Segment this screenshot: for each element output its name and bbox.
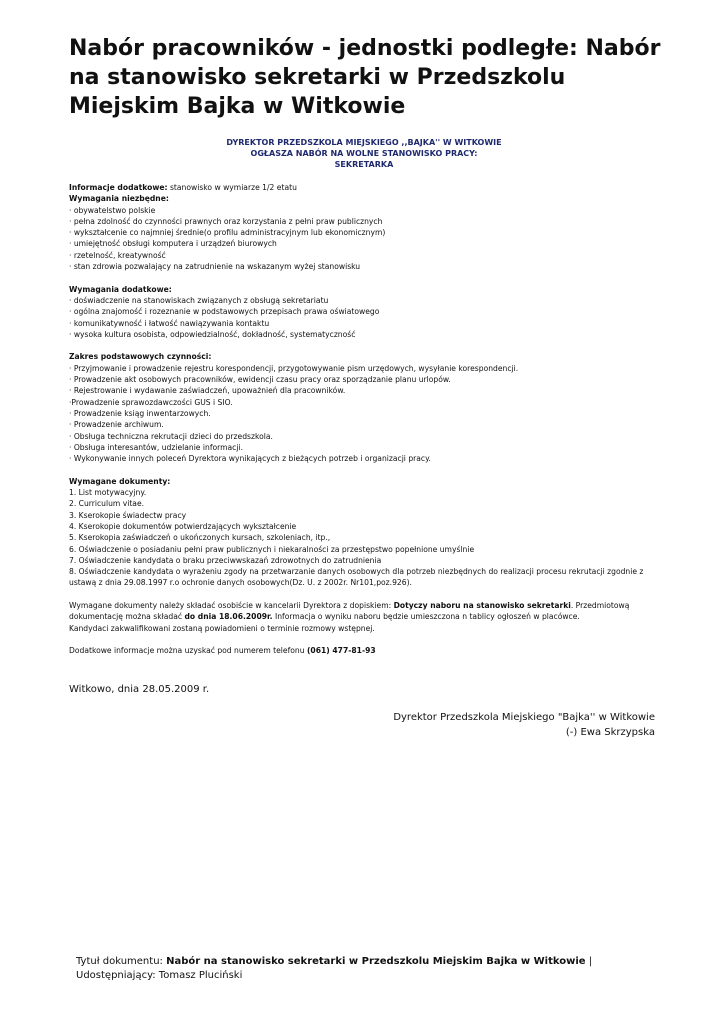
contact-phone: (061) 477-81-93 xyxy=(306,646,376,656)
submission-deadline: do dnia 18.06.2009r. xyxy=(184,612,273,622)
footer-title-line xyxy=(76,955,656,969)
submission-paragraph xyxy=(69,600,659,623)
announcement-header-line: SEKRETARKA xyxy=(334,160,394,169)
submission-note: Kandydaci zakwalifikowani zostaną powiadomieni o terminie rozmowy wstępnej. xyxy=(69,623,375,633)
submission-reference: Dotyczy naboru na stanowisko sekretarki xyxy=(393,600,571,610)
list-item: · obywatelstwo polskie xyxy=(69,205,156,215)
list-item: 3. Kserokopie świadectw pracy xyxy=(69,510,187,520)
list-item: 1. List motywacyjny. xyxy=(69,488,147,498)
section-heading: Wymagania niezbędne: xyxy=(69,194,169,204)
list-item: 7. Oświadczenie kandydata o braku przeciwwskazań zdrowotnych do zatrudnienia xyxy=(69,555,382,565)
list-item: 8. Oświadczenie kandydata o wyrażeniu zgody na przetwarzanie danych osobowych dla potrzeb niezbędnych do realizacji procesu rekrutacji zgodnie z ustawą z dnia 29.08.1997 r.o ochronie danych osobowych(Dz. U. z 2002r. Nr101,poz.926). xyxy=(69,567,644,588)
list-item: · wysoka kultura osobista, odpowiedzialność, dokładność, systematyczność xyxy=(69,329,356,339)
submission-text: Wymagane dokumenty należy składać osobiście w kancelarii Dyrektora z dopiskiem: xyxy=(69,600,394,610)
list-item: · Obsługa interesantów, udzielanie informacji. xyxy=(69,442,243,452)
submission-info xyxy=(69,600,659,634)
additional-requirements-section xyxy=(69,284,659,340)
announcement-header-line: OGŁASZA NABÓR NA WOLNE STANOWISKO PRACY: xyxy=(250,149,478,158)
list-item: · Wykonywanie innych poleceń Dyrektora wynikających z bieżących potrzeb i organizacji pracy. xyxy=(69,454,431,464)
list-item: · komunikatywność i łatwość nawiązywania kontaktu xyxy=(69,318,270,328)
signature xyxy=(255,710,655,740)
list-item: · stan zdrowia pozwalający na zatrudnienie na wskazanym wyżej stanowisku xyxy=(69,262,361,272)
footer-shared-by: Udostępniający: Tomasz Pluciński xyxy=(76,970,243,981)
signature-name: (-) Ewa Skrzypska xyxy=(565,727,655,738)
footer-separator: | xyxy=(585,956,593,967)
list-item: · pełna zdolność do czynności prawnych oraz korzystania z pełni praw publicznych xyxy=(69,216,383,226)
list-item: · Przyjmowanie i prowadzenie rejestru korespondencji, przygotowywanie pism urzędowych, wysyłanie korespondencji. xyxy=(69,363,519,373)
announcement-header xyxy=(69,137,659,170)
place-date: Witkowo, dnia 28.05.2009 r. xyxy=(69,684,210,695)
list-item: 5. Kserokopia zaświadczeń o ukończonych kursach, szkoleniach, itp., xyxy=(69,533,331,543)
list-item: · Rejestrowanie i wydawanie zaświadczeń, upoważnień dla pracowników. xyxy=(69,386,346,396)
additional-info xyxy=(69,182,659,193)
list-item: · Obsługa techniczna rekrutacji dzieci do przedszkola. xyxy=(69,431,273,441)
documents-section xyxy=(69,476,659,589)
list-item: · rzetelność, kreatywność xyxy=(69,250,166,260)
list-item: · umiejętność obsługi komputera i urządzeń biurowych xyxy=(69,239,277,249)
footer-doc-title: Nabór na stanowisko sekretarki w Przedszkolu Miejskim Bajka w Witkowie xyxy=(166,956,586,967)
section-heading: Wymagane dokumenty: xyxy=(69,476,171,486)
list-item: · Prowadzenie ksiąg inwentarzowych. xyxy=(69,408,211,418)
signature-title: Dyrektor Przedszkola Miejskiego "Bajka'' w Witkowie xyxy=(393,712,655,723)
list-item: 4. Kserokopie dokumentów potwierdzających wykształcenie xyxy=(69,521,297,531)
footer-label: Tytuł dokumentu: xyxy=(76,956,167,967)
list-item: 2. Curriculum vitae. xyxy=(69,499,145,509)
submission-text: . Przedmiotową dokumentację można składać xyxy=(69,600,630,622)
announcement-header-line: DYREKTOR PRZEDSZKOLA MIEJSKIEGO ,,BAJKA'' W WITKOWIE xyxy=(226,138,502,147)
list-item: · Prowadzenie akt osobowych pracowników, ewidencji czasu pracy oraz sporządzanie planu urlopów. xyxy=(69,375,451,385)
additional-info-label: Informacje dodatkowe: xyxy=(69,183,168,192)
list-item: · doświadczenie na stanowiskach związanych z obsługą sekretariatu xyxy=(69,295,329,305)
document-footer xyxy=(76,955,656,983)
list-item: 6. Oświadczenie o posiadaniu pełni praw publicznych i niekaralności za przestępstwo popełnione umyślnie xyxy=(69,544,475,554)
required-section xyxy=(69,193,659,272)
list-item: · wykształcenie co najmniej średnie(o profilu administracyjnym lub ekonomicznym) xyxy=(69,228,386,238)
list-item: · ogólna znajomość i rozeznanie w podstawowych przepisach prawa oświatowego xyxy=(69,307,380,317)
contact-text: Dodatkowe informacje można uzyskać pod numerem telefonu xyxy=(69,646,307,656)
page-title: Nabór pracowników - jednostki podległe: Nabór na stanowisko sekretarki w Przedszkolu Miejskim Bajka w Witkowie xyxy=(69,36,661,119)
additional-info-value: stanowisko w wymiarze 1/2 etatu xyxy=(167,183,297,192)
contact-info xyxy=(69,645,659,656)
submission-text: Informacja o wyniku naboru będzie umieszczona n tablicy ogłoszeń w placówce. xyxy=(272,612,580,622)
announcement-body xyxy=(69,182,659,656)
section-heading: Wymagania dodatkowe: xyxy=(69,284,172,294)
list-item: ·Prowadzenie sprawozdawczości GUS i SIO. xyxy=(69,397,233,407)
duties-section xyxy=(69,351,659,464)
section-heading: Zakres podstawowych czynności: xyxy=(69,352,212,362)
list-item: · Prowadzenie archiwum. xyxy=(69,420,164,430)
